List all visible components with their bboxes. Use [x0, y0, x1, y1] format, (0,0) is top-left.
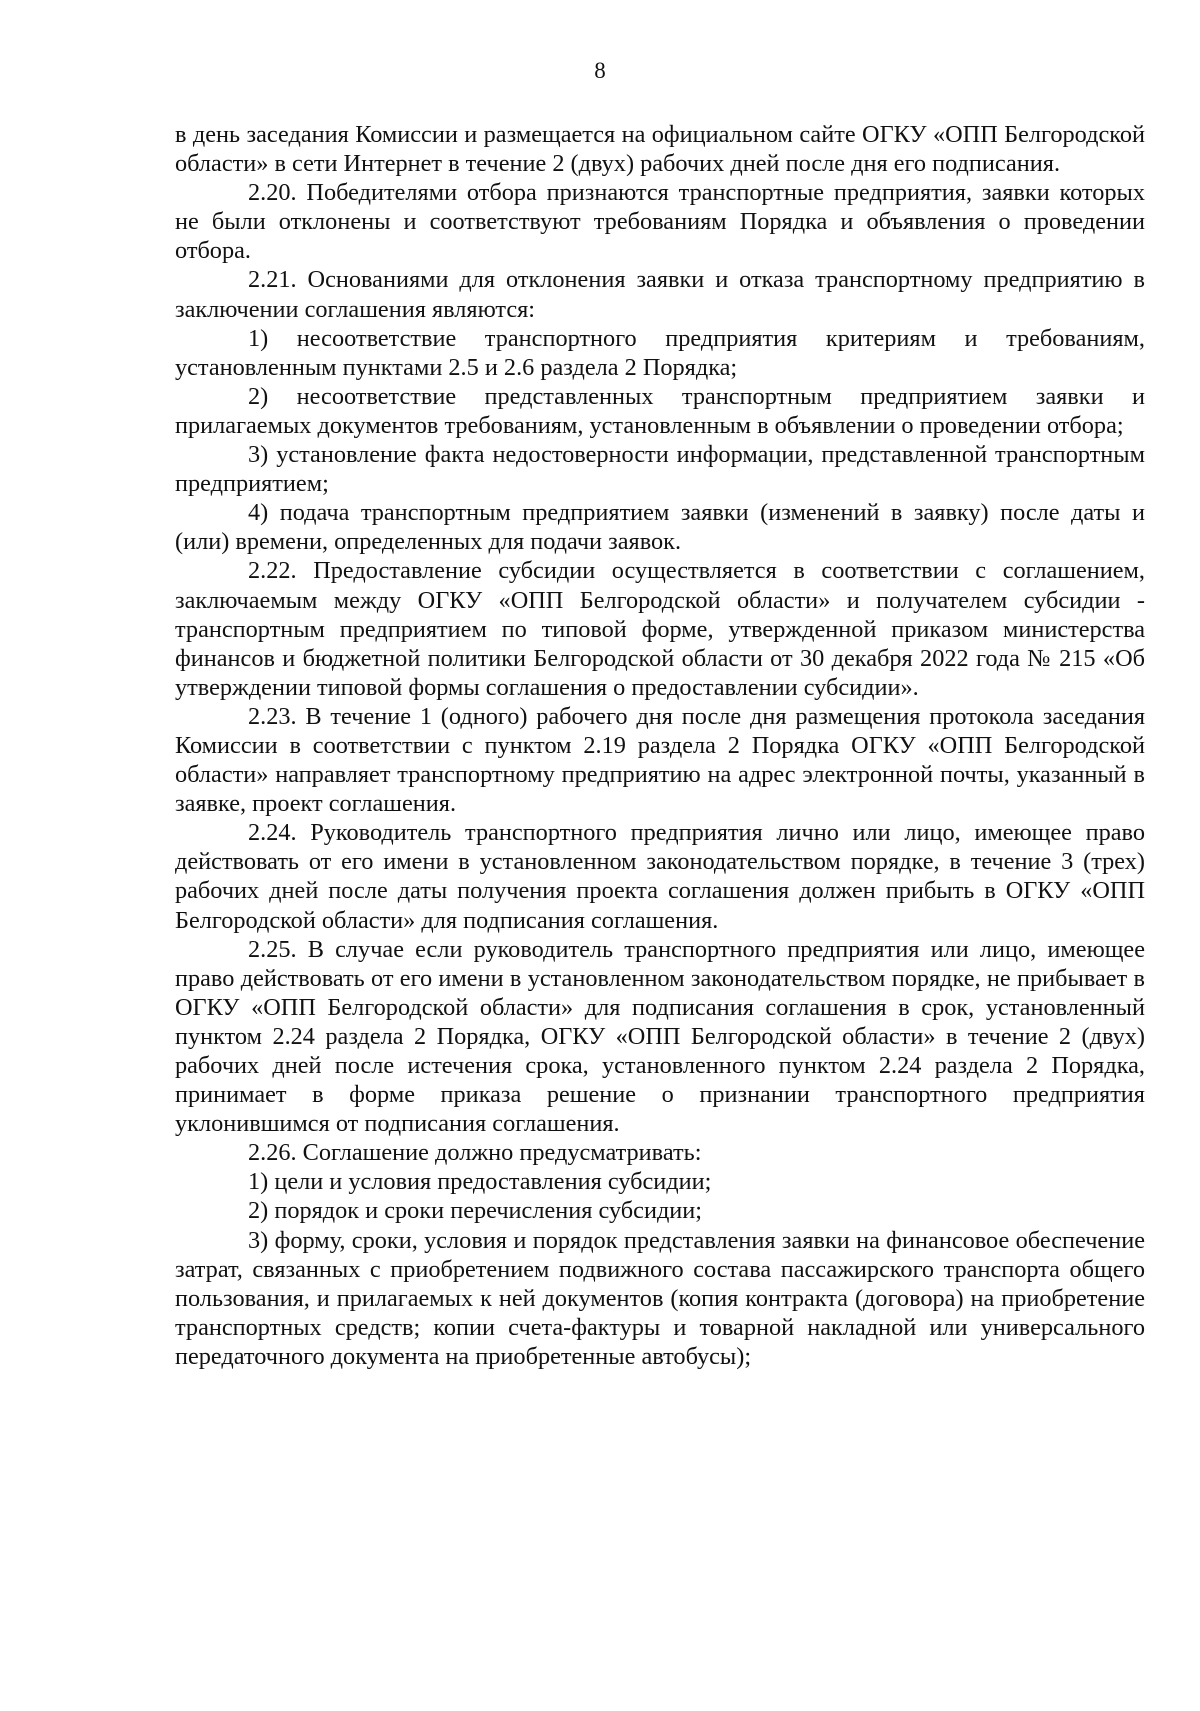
- list-item-2-21-4: 4) подача транспортным предприятием заявки (изменений в заявку) после даты и (или) времени, определенных для подачи заявок.: [175, 499, 1145, 556]
- paragraph-2-26: 2.26. Соглашение должно предусматривать:: [248, 1139, 702, 1167]
- paragraph-2-20: 2.20. Победителями отбора признаются транспортные предприятия, заявки которых не были отклонены и соответствуют требованиям Порядка и объявления о проведении отбора.: [175, 179, 1145, 265]
- document-body: [175, 120, 1145, 1371]
- paragraph-2-23: 2.23. В течение 1 (одного) рабочего дня после дня размещения протокола заседания Комиссии в соответствии с пунктом 2.19 раздела 2 Порядка ОГКУ «ОПП Белгородской области» направляет транспортному предприятию на адрес электронной почты, указанный в заявке, проект соглашения.: [175, 702, 1145, 818]
- list-item-2-21-1: 1) несоответствие транспортного предприятия критериям и требованиям, установленным пунктами 2.5 и 2.6 раздела 2 Порядка;: [175, 324, 1145, 381]
- list-item-2-21-3: 3) установление факта недостоверности информации, представленной транспортным предприятием;: [175, 441, 1145, 498]
- list-item-2-21-2: 2) несоответствие представленных транспортным предприятием заявки и прилагаемых документов требованиям, установленным в объявлении о проведении отбора;: [175, 382, 1145, 439]
- paragraph-2-21: 2.21. Основаниями для отклонения заявки и отказа транспортному предприятию в заключении соглашения являются:: [175, 266, 1145, 323]
- paragraph-2-25: 2.25. В случае если руководитель транспортного предприятия или лицо, имеющее право действовать от его имени в установленном законодательством порядке, не прибывает в ОГКУ «ОПП Белгородской области» для подписания соглашения в срок, установленный пунктом 2.24 раздела 2 Порядка, ОГКУ «ОПП Белгородской области» в течение 2 (двух) рабочих дней после истечения срока, установленного пунктом 2.24 раздела 2 Порядка, принимает в форме приказа решение о признании транспортного предприятия уклонившимся от подписания соглашения.: [175, 935, 1145, 1138]
- paragraph-2-22: 2.22. Предоставление субсидии осуществляется в соответствии с соглашением, заключаемым между ОГКУ «ОПП Белгородской области» и получателем субсидии - транспортным предприятием по типовой форме, утвержденной приказом министерства финансов и бюджетной политики Белгородской области от 30 декабря 2022 года № 215 «Об утверждении типовой формы соглашения о предоставлении субсидии».: [175, 557, 1145, 701]
- paragraph-continuation: в день заседания Комиссии и размещается на официальном сайте ОГКУ «ОПП Белгородской области» в сети Интернет в течение 2 (двух) рабочих дней после дня его подписания.: [175, 121, 1145, 178]
- list-item-2-26-3: 3) форму, сроки, условия и порядок представления заявки на финансовое обеспечение затрат, связанных с приобретением подвижного состава пассажирского транспорта общего пользования, и прилагаемых к ней документов (копия контракта (договора) на приобретение транспортных средств; копии счета-фактуры и товарной накладной или универсального передаточного документа на приобретенные автобусы);: [175, 1226, 1145, 1370]
- list-item-2-26-2: 2) порядок и сроки перечисления субсидии;: [248, 1197, 703, 1225]
- page-number: 8: [594, 58, 606, 83]
- paragraph-2-24: 2.24. Руководитель транспортного предприятия лично или лицо, имеющее право действовать от его имени в установленном законодательством порядке, в течение 3 (трех) рабочих дней после даты получения проекта соглашения должен прибыть в ОГКУ «ОПП Белгородской области» для подписания соглашения.: [175, 819, 1145, 934]
- list-item-2-26-1: 1) цели и условия предоставления субсидии;: [248, 1168, 712, 1196]
